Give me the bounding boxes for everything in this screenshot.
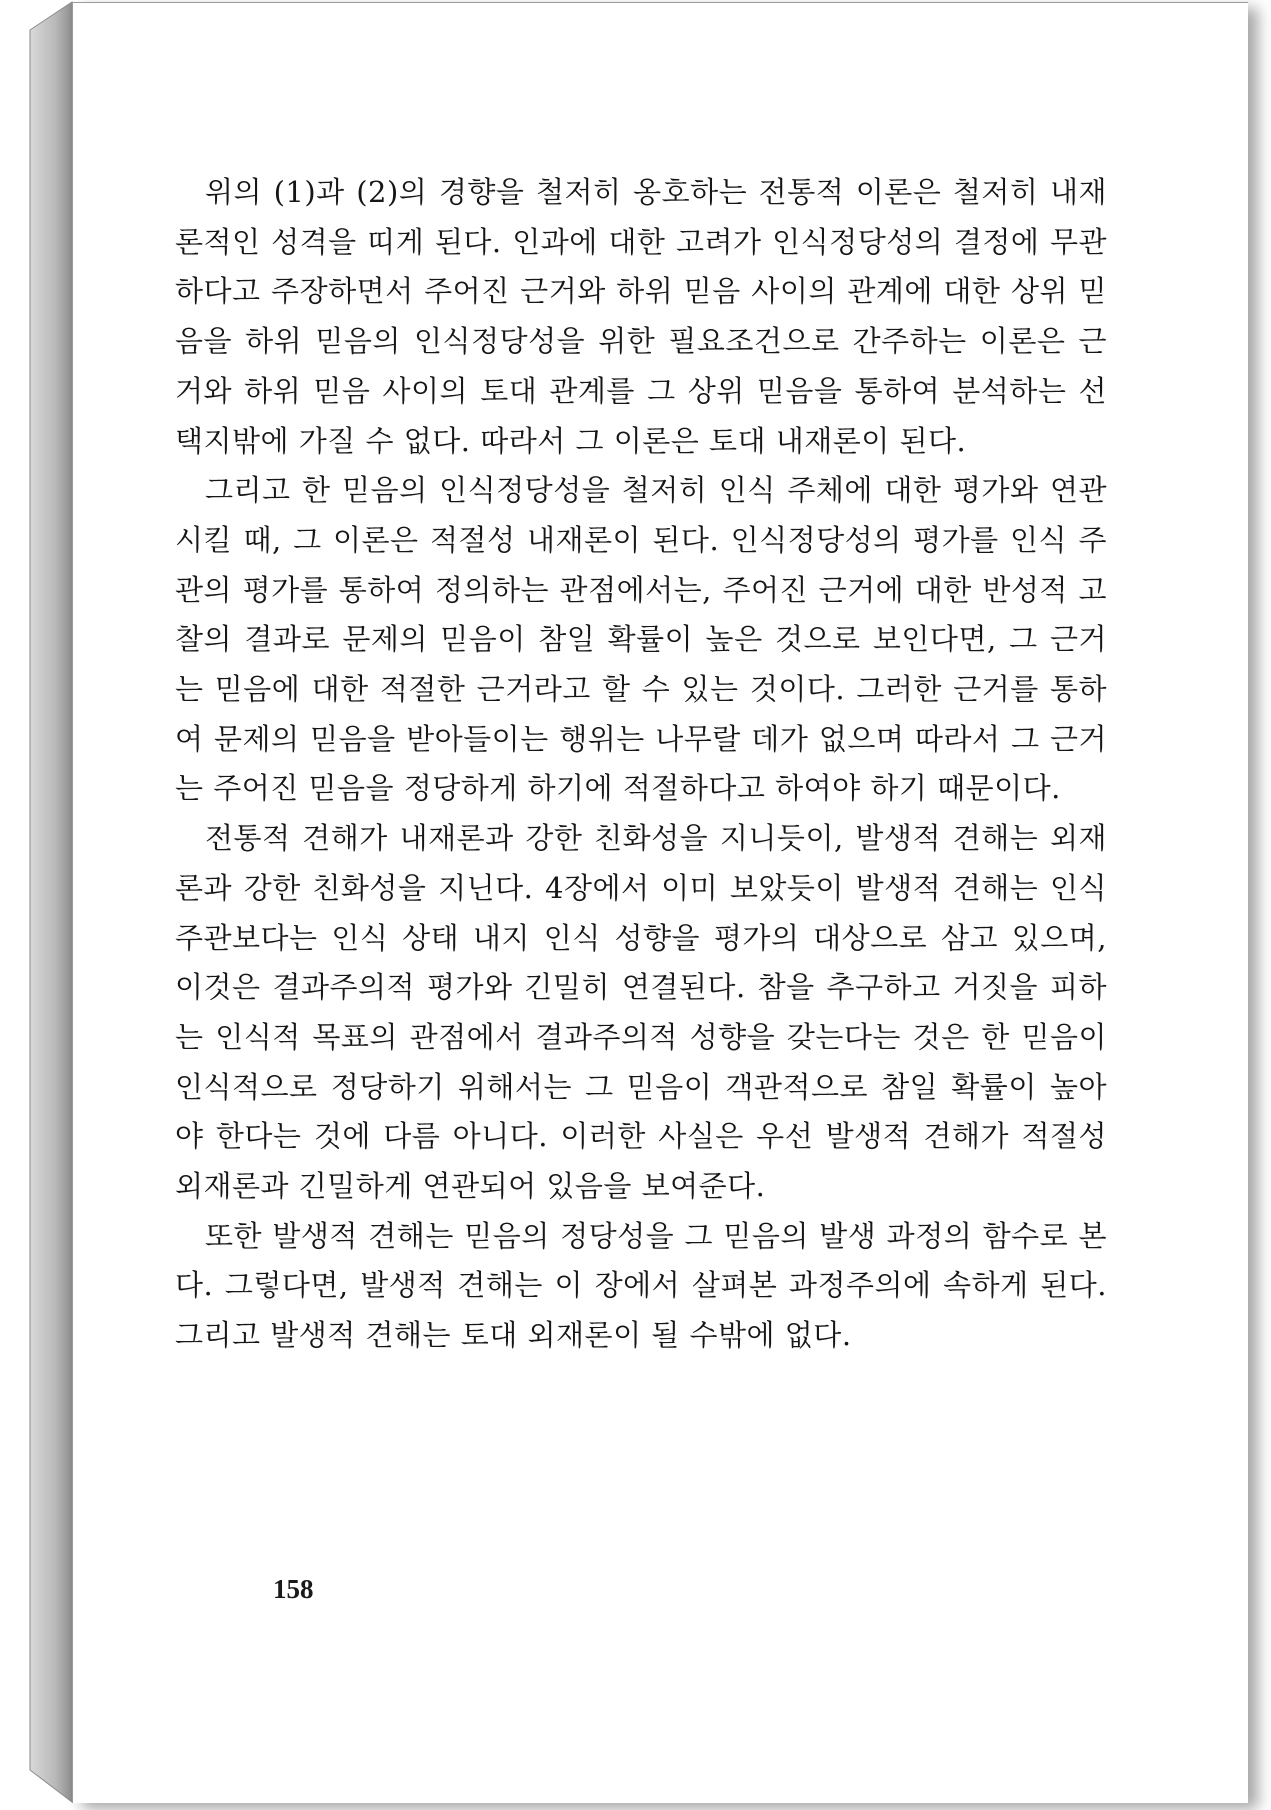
page-number: 158 (273, 1574, 314, 1604)
paragraph-4: 또한 발생적 견해는 믿음의 정당성을 그 믿음의 발생 과정의 함수로 본다. 그렇다면, 발생적 견해는 이 장에서 살펴본 과정주의에 속하게 된다. 그리고 발생적 견해는 토대 외재론이 될 수밖에 없다. (175, 1218, 1107, 1353)
paragraph-2: 그리고 한 믿음의 인식정당성을 철저히 인식 주체에 대한 평가와 연관시킬 때, 그 이론은 적절성 내재론이 된다. 인식정당성의 평가를 인식 주관의 평가를 통하여 정의하는 관점에서는, 주어진 근거에 대한 반성적 고찰의 결과로 문제의 믿음이 참일 확률이 높은 것으로 보인다면, 그 근거는 믿음에 대한 적절한 근거라고 할 수 있는 것이다. 그러한 근거를 통하여 문제의 믿음을 받아들이는 행위는 나무랄 데가 없으며 따라서 그 근거는 주어진 믿음을 정당하게 하기에 적절하다고 하여야 하기 때문이다. (175, 473, 1107, 806)
paragraph-1: 위의 (1)과 (2)의 경향을 철저히 옹호하는 전통적 이론은 철저히 내재론적인 성격을 띠게 된다. 인과에 대한 고려가 인식정당성의 결정에 무관하다고 주장하면서 주어진 근거와 하위 믿음 사이의 관계에 대한 상위 믿음을 하위 믿음의 인식정당성을 위한 필요조건으로 간주하는 이론은 근거와 하위 믿음 사이의 토대 관계를 그 상위 믿음을 통하여 분석하는 선택지밖에 가질 수 없다. 따라서 그 이론은 토대 내재론이 된다. (175, 175, 1107, 458)
page-body-text (175, 168, 1107, 1361)
paragraph-3: 전통적 견해가 내재론과 강한 친화성을 지니듯이, 발생적 견해는 외재론과 강한 친화성을 지닌다. 4장에서 이미 보았듯이 발생적 견해는 인식 주관보다는 인식 상태 내지 인식 성향을 평가의 대상으로 삼고 있으며, 이것은 결과주의적 평가와 긴밀히 연결된다. 참을 추구하고 거짓을 피하는 인식적 목표의 관점에서 결과주의적 성향을 갖는다는 것은 한 믿음이 인식적으로 정당하기 위해서는 그 믿음이 객관적으로 참일 확률이 높아야 한다는 것에 다름 아니다. 이러한 사실은 우선 발생적 견해가 적절성 외재론과 긴밀하게 연관되어 있음을 보여준다. (175, 821, 1107, 1204)
